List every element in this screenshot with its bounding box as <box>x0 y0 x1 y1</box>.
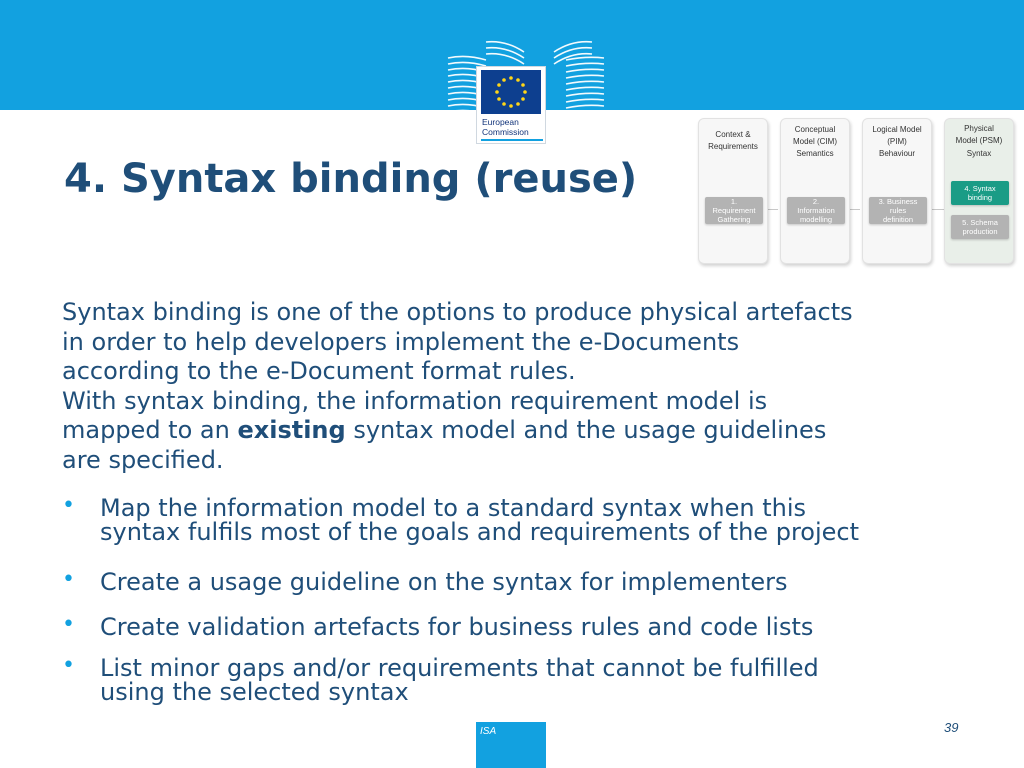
paragraph-text: syntax model and the usage guidelines <box>345 416 827 444</box>
logo-wordmark-line1: European <box>482 117 519 127</box>
step-line: definition <box>882 215 914 224</box>
column-heading-line: Model (CIM) <box>792 137 837 146</box>
column-heading-line: Physical <box>964 124 994 133</box>
paragraph-line: according to the e-Document format rules. <box>62 357 576 385</box>
bullet-line: List minor gaps and/or requirements that cannot be fulfilled <box>100 654 819 682</box>
step-line: 5. Schema <box>962 218 998 227</box>
european-commission-logo <box>476 66 546 144</box>
page-number: 39 <box>944 720 959 735</box>
eu-flag-icon <box>481 70 541 114</box>
step-requirement-gathering <box>705 197 763 224</box>
bullet-line: using the selected syntax <box>100 678 409 706</box>
step-line: Information <box>797 206 835 215</box>
step-line: Requirement <box>712 206 756 215</box>
bullet-text <box>100 656 990 704</box>
step-line: 2. <box>812 197 820 206</box>
bullet-text <box>100 570 990 594</box>
bullet-line: Create validation artefacts for business rules and code lists <box>100 613 814 641</box>
column-heading <box>945 123 1013 147</box>
logo-underline <box>481 139 543 141</box>
step-schema-production <box>951 215 1009 239</box>
column-heading-line: Context & <box>715 130 751 139</box>
column-heading <box>863 124 931 148</box>
bullet-line: Map the information model to a standard syntax when this <box>100 494 807 522</box>
paragraph-line: in order to help developers implement the e-Documents <box>62 327 740 356</box>
paragraph-text: mapped to an <box>62 416 238 444</box>
bullet-dot-icon: • <box>62 612 75 637</box>
step-line: 3. Business <box>878 197 918 206</box>
column-heading-line: Conceptual <box>794 125 836 134</box>
column-heading-line: (PIM) <box>887 137 907 146</box>
page-title: 4. Syntax binding (reuse) <box>64 156 638 202</box>
column-heading-line: Logical Model <box>872 125 922 134</box>
column-subheading: Semantics <box>796 149 834 158</box>
logo-wordmark <box>482 117 546 137</box>
isa-footer-badge <box>476 722 546 768</box>
logo-wordmark-line2: Commission <box>482 127 529 137</box>
diagram-connector <box>930 209 944 210</box>
paragraph-line: Syntax binding is one of the options to produce physical artefacts <box>62 298 853 326</box>
bullet-text <box>100 496 990 544</box>
step-information-modelling <box>787 197 845 224</box>
column-heading <box>699 129 767 153</box>
column-heading <box>781 124 849 148</box>
bullet-line: Create a usage guideline on the syntax for implementers <box>100 568 788 596</box>
column-subheading: Syntax <box>966 149 992 158</box>
bullet-text <box>100 615 990 639</box>
bullet-dot-icon: • <box>62 653 75 678</box>
paragraph-line: With syntax binding, the information requirement model is <box>62 386 768 415</box>
diagram-column-physical <box>944 118 1014 264</box>
isa-label: ISA <box>480 726 497 737</box>
diagram-column-conceptual <box>780 118 850 264</box>
diagram-column-logical <box>862 118 932 264</box>
bullet-dot-icon: • <box>62 567 75 592</box>
step-line: rules <box>889 206 907 215</box>
step-syntax-binding <box>951 181 1009 205</box>
step-line: modelling <box>799 215 833 224</box>
emphasis-existing: existing <box>237 416 346 444</box>
bullet-dot-icon: • <box>62 493 75 518</box>
step-line: 4. Syntax <box>964 184 996 193</box>
step-line: Gathering <box>717 215 751 224</box>
column-subheading: Behaviour <box>878 149 916 158</box>
step-business-rules <box>869 197 927 224</box>
column-heading-line: Model (PSM) <box>955 136 1003 145</box>
step-line: 1. <box>730 197 738 206</box>
step-line: production <box>962 227 998 236</box>
intro-paragraph <box>62 298 982 475</box>
paragraph-line <box>62 416 982 446</box>
diagram-column-context <box>698 118 768 264</box>
bullet-line: syntax fulfils most of the goals and requirements of the project <box>100 518 859 546</box>
process-diagram <box>696 116 1018 266</box>
column-heading-line: Requirements <box>708 142 758 151</box>
paragraph-line: are specified. <box>62 445 224 474</box>
step-line: binding <box>967 193 993 202</box>
